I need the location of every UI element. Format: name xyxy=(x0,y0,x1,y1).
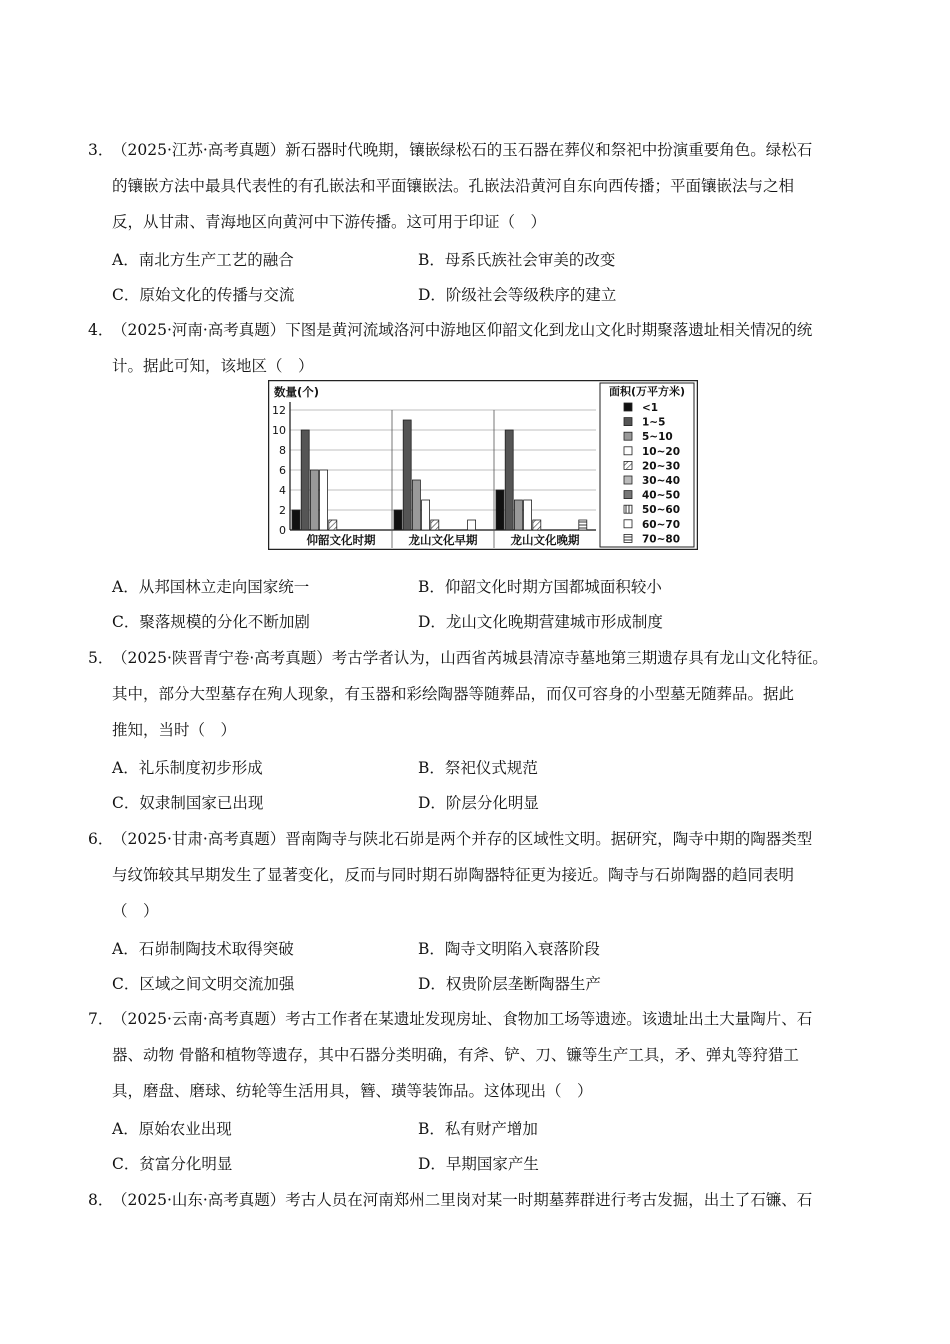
bar-70~80 xyxy=(579,520,587,530)
legend-label: 20~30 xyxy=(642,460,681,473)
question-number: 6． xyxy=(88,830,114,848)
bar-20~30 xyxy=(533,520,541,530)
question-text-line: （2025·山东·高考真题）考古人员在河南郑州二里岗对某一时期墓葬群进行考古发掘，出土了石镰、石 xyxy=(112,1191,813,1209)
answer-option[interactable]: B．陶寺文明陷入衰落阶段 xyxy=(418,940,600,958)
bar-<1 xyxy=(292,510,300,530)
bar-5~10 xyxy=(412,480,420,530)
legend-label: 40~50 xyxy=(642,489,681,502)
bar-10~20 xyxy=(320,470,328,530)
bar-<1 xyxy=(394,510,402,530)
bar-20~30 xyxy=(431,520,439,530)
legend-swatch xyxy=(624,418,632,426)
question-text-line: （2025·甘肃·高考真题）晋南陶寺与陕北石峁是两个并存的区域性文明。据研究，陶寺中期的陶器类型 xyxy=(112,830,813,848)
question-number: 7． xyxy=(88,1010,114,1028)
answer-option[interactable]: D．阶级社会等级秩序的建立 xyxy=(418,286,617,304)
legend-label: 5~10 xyxy=(642,431,673,444)
question-text-line: 的镶嵌方法中最具代表性的有孔嵌法和平面镶嵌法。孔嵌法沿黄河自东向西传播；平面镶嵌法与之相 xyxy=(112,177,795,195)
legend-swatch xyxy=(624,520,632,528)
answer-option[interactable]: C．区域之间文明交流加强 xyxy=(112,975,295,993)
legend-swatch xyxy=(624,432,632,440)
answer-option[interactable]: D．阶层分化明显 xyxy=(418,794,539,812)
legend-swatch xyxy=(624,447,632,455)
question-text-line: 推知，当时（ ） xyxy=(112,721,237,739)
legend-label: 50~60 xyxy=(642,504,681,517)
answer-option[interactable]: A．从邦国林立走向国家统一 xyxy=(112,578,310,596)
bar-5~10 xyxy=(310,470,318,530)
legend-swatch xyxy=(624,491,632,499)
answer-option[interactable]: A．南北方生产工艺的融合 xyxy=(112,251,294,269)
answer-option[interactable]: B．仰韶文化时期方国都城面积较小 xyxy=(418,578,662,596)
y-tick-label: 6 xyxy=(279,464,286,477)
bar-10~20 xyxy=(524,500,532,530)
answer-option[interactable]: A．礼乐制度初步形成 xyxy=(112,759,263,777)
legend-label: 70~80 xyxy=(642,533,681,546)
answer-option[interactable]: C．聚落规模的分化不断加剧 xyxy=(112,613,310,631)
x-category-label: 仰韶文化时期 xyxy=(306,533,376,547)
question-text-line: 反，从甘肃、青海地区向黄河中下游传播。这可用于印证（ ） xyxy=(112,213,547,231)
y-tick-label: 2 xyxy=(279,504,286,517)
bar-60~70 xyxy=(468,520,476,530)
question-number: 4． xyxy=(88,321,114,339)
question-text-line: （ ） xyxy=(112,902,159,920)
question-text-line: （2025·陕晋青宁卷·高考真题）考古学者认为，山西省芮城县清凉寺墓地第三期遗存具有龙山文化特征。 xyxy=(112,649,828,667)
bar-1~5 xyxy=(505,430,513,530)
y-tick-label: 12 xyxy=(272,404,286,417)
x-category-label: 龙山文化早期 xyxy=(408,533,478,547)
legend-swatch xyxy=(624,476,632,484)
answer-option[interactable]: A．原始农业出现 xyxy=(112,1120,232,1138)
question-text-line: （2025·河南·高考真题）下图是黄河流域洛河中游地区仰韶文化到龙山文化时期聚落遗址相关情况的统 xyxy=(112,321,813,339)
y-tick-label: 4 xyxy=(279,484,286,497)
answer-option[interactable]: C．奴隶制国家已出现 xyxy=(112,794,264,812)
question-text-line: 其中，部分大型墓存在殉人现象，有玉器和彩绘陶器等随葬品，而仅可容身的小型墓无随葬品。据此 xyxy=(112,685,795,703)
question-number: 3． xyxy=(88,141,114,159)
bar-1~5 xyxy=(301,430,309,530)
answer-option[interactable]: B．母系氏族社会审美的改变 xyxy=(418,251,616,269)
question-text-line: （2025·江苏·高考真题）新石器时代晚期，镶嵌绿松石的玉石器在葬仪和祭祀中扮演重要角色。绿松石 xyxy=(112,141,813,159)
legend-swatch xyxy=(624,534,632,542)
answer-option[interactable]: D．权贵阶层垄断陶器生产 xyxy=(418,975,601,993)
y-tick-label: 10 xyxy=(272,424,286,437)
question-text-line: （2025·云南·高考真题）考古工作者在某遗址发现房址、食物加工场等遗迹。该遗址出土大量陶片、石 xyxy=(112,1010,813,1028)
question-number: 5． xyxy=(88,649,114,667)
legend-label: 60~70 xyxy=(642,518,681,531)
legend-label: <1 xyxy=(642,402,659,414)
answer-option[interactable]: C．贫富分化明显 xyxy=(112,1155,233,1173)
bar-chart xyxy=(268,380,698,550)
x-category-label: 龙山文化晚期 xyxy=(510,533,580,547)
bar-1~5 xyxy=(403,420,411,530)
legend-title: 面积(万平方米) xyxy=(608,385,686,398)
question-text-line: 具，磨盘、磨球、纺轮等生活用具，簪、璜等装饰品。这体现出（ ） xyxy=(112,1082,593,1100)
y-axis-label: 数量(个) xyxy=(274,385,320,399)
question-text-line: 与纹饰较其早期发生了显著变化，反而与同时期石峁陶器特征更为接近。陶寺与石峁陶器的趋同表明 xyxy=(112,866,795,884)
question-number: 8． xyxy=(88,1191,114,1209)
legend-label: 10~20 xyxy=(642,445,681,458)
legend-swatch xyxy=(624,403,632,411)
legend-swatch xyxy=(624,505,632,513)
answer-option[interactable]: D．龙山文化晚期营建城市形成制度 xyxy=(418,613,663,631)
bar-5~10 xyxy=(514,500,522,530)
legend-swatch xyxy=(624,461,632,469)
legend-label: 30~40 xyxy=(642,475,681,487)
y-tick-label: 0 xyxy=(279,524,286,537)
answer-option[interactable]: B．祭祀仪式规范 xyxy=(418,759,538,777)
bar-20~30 xyxy=(329,520,337,530)
bar-10~20 xyxy=(422,500,430,530)
answer-option[interactable]: B．私有财产增加 xyxy=(418,1120,538,1138)
question-text-line: 器、动物 骨骼和植物等遗存，其中石器分类明确，有斧、铲、刀、镰等生产工具，矛、弹丸等狩猎工 xyxy=(112,1046,799,1064)
y-tick-label: 8 xyxy=(279,444,286,457)
answer-option[interactable]: D．早期国家产生 xyxy=(418,1155,539,1173)
answer-option[interactable]: C．原始文化的传播与交流 xyxy=(112,286,295,304)
answer-option[interactable]: A．石峁制陶技术取得突破 xyxy=(112,940,294,958)
legend-label: 1~5 xyxy=(642,416,666,429)
bar-<1 xyxy=(496,490,504,530)
question-text-line: 计。据此可知，该地区（ ） xyxy=(112,357,314,375)
